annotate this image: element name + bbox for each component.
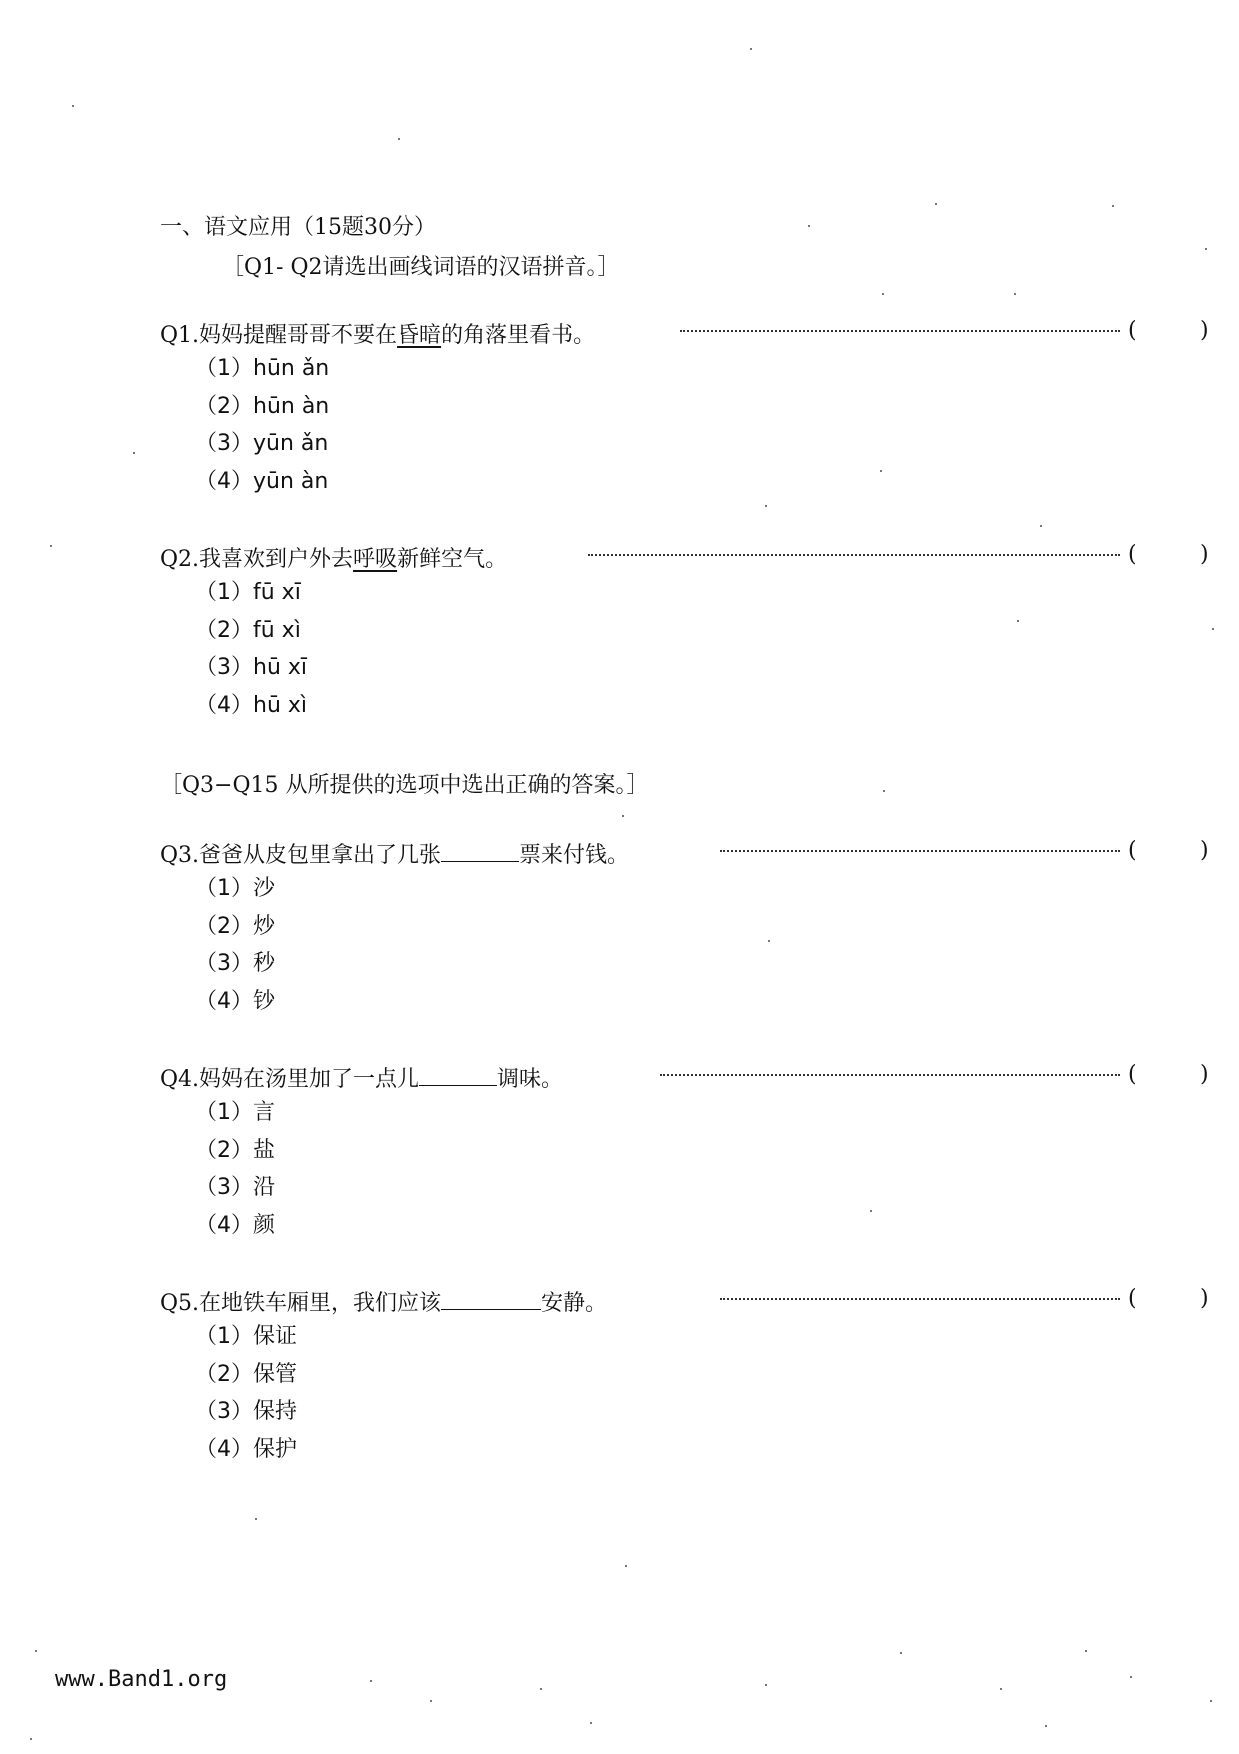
option-1: （1）保证 (195, 1324, 297, 1349)
question-q1 (160, 318, 1209, 352)
question-text (160, 1286, 607, 1317)
answer-bracket-open: ( (1128, 1286, 1137, 1311)
question-text (160, 318, 595, 349)
option-1: （1）hūn ǎn (195, 356, 330, 381)
option-4: （4）保护 (195, 1436, 297, 1462)
option-3: （3）保持 (195, 1399, 297, 1424)
answer-bracket-close: ) (1200, 1286, 1209, 1311)
question-text-before: 妈妈在汤里加了一点儿 (199, 1067, 420, 1092)
question-number: Q5. (160, 1291, 200, 1316)
leader-dots (680, 330, 1120, 332)
option-4: （4）yūn àn (195, 468, 329, 494)
question-q3 (160, 838, 1209, 872)
question-text-before: 我喜欢到户外去 (199, 547, 354, 572)
answer-bracket-close: ) (1200, 318, 1209, 343)
option-3: （3）沿 (195, 1175, 275, 1200)
question-number: Q1. (160, 323, 200, 348)
footer-website: www.Band1.org (55, 1667, 228, 1692)
option-3: （3）hū xī (195, 655, 308, 680)
answer-blank (441, 841, 519, 862)
question-text-before: 爸爸从皮包里拿出了几张 (199, 843, 442, 868)
underlined-word: 呼吸 (353, 547, 398, 572)
question-text (160, 542, 507, 573)
answer-bracket-open: ( (1128, 318, 1137, 343)
option-3: （3）秒 (195, 951, 275, 976)
underlined-word: 昏暗 (397, 323, 442, 348)
option-1: （1）言 (195, 1100, 275, 1125)
answer-blank (419, 1065, 497, 1086)
answer-bracket-open: ( (1128, 838, 1137, 863)
answer-bracket-open: ( (1128, 542, 1137, 567)
question-text-before: 妈妈提醒哥哥不要在 (199, 323, 398, 348)
answer-bracket-close: ) (1200, 542, 1209, 567)
question-q2 (160, 542, 1209, 576)
answer-bracket-close: ) (1200, 1062, 1209, 1087)
instruction-q1-q2: ［Q1- Q2请选出画线词语的汉语拼音。］ (222, 255, 620, 280)
option-2: （2）hūn àn (195, 393, 330, 419)
question-q4 (160, 1062, 1209, 1096)
options-q5 (195, 1318, 297, 1468)
leader-dots (588, 554, 1120, 556)
option-4: （4）颜 (195, 1212, 275, 1238)
option-4: （4）hū xì (195, 692, 308, 718)
section-title: 一、语文应用（15题30分） (160, 215, 436, 240)
question-number: Q2. (160, 547, 200, 572)
question-q5 (160, 1286, 1209, 1320)
option-1: （1）沙 (195, 876, 275, 901)
question-text-after: 安静。 (541, 1291, 608, 1316)
option-3: （3）yūn ǎn (195, 431, 329, 456)
leader-dots (720, 1298, 1120, 1300)
answer-bracket-open: ( (1128, 1062, 1137, 1087)
question-text-after: 的角落里看书。 (441, 323, 596, 348)
leader-dots (660, 1074, 1120, 1076)
question-text (160, 838, 629, 869)
instruction-q3-q15: ［Q3−Q15 从所提供的选项中选出正确的答案。］ (160, 773, 649, 798)
options-q2 (195, 574, 307, 724)
answer-bracket-close: ) (1200, 838, 1209, 863)
option-2: （2）fū xì (195, 617, 301, 643)
option-2: （2）盐 (195, 1137, 275, 1163)
leader-dots (720, 850, 1120, 852)
question-number: Q4. (160, 1067, 200, 1092)
option-2: （2）炒 (195, 913, 275, 939)
option-4: （4）钞 (195, 988, 275, 1014)
option-2: （2）保管 (195, 1361, 297, 1387)
question-text-after: 调味。 (497, 1067, 564, 1092)
question-text (160, 1062, 563, 1093)
question-text-before: 在地铁车厢里，我们应该 (199, 1291, 442, 1316)
option-1: （1）fū xī (195, 580, 301, 605)
question-text-after: 新鲜空气。 (397, 547, 508, 572)
options-q1 (195, 350, 329, 500)
question-number: Q3. (160, 843, 200, 868)
answer-blank (441, 1289, 541, 1310)
options-q3 (195, 870, 275, 1020)
options-q4 (195, 1094, 275, 1244)
question-text-after: 票来付钱。 (519, 843, 630, 868)
